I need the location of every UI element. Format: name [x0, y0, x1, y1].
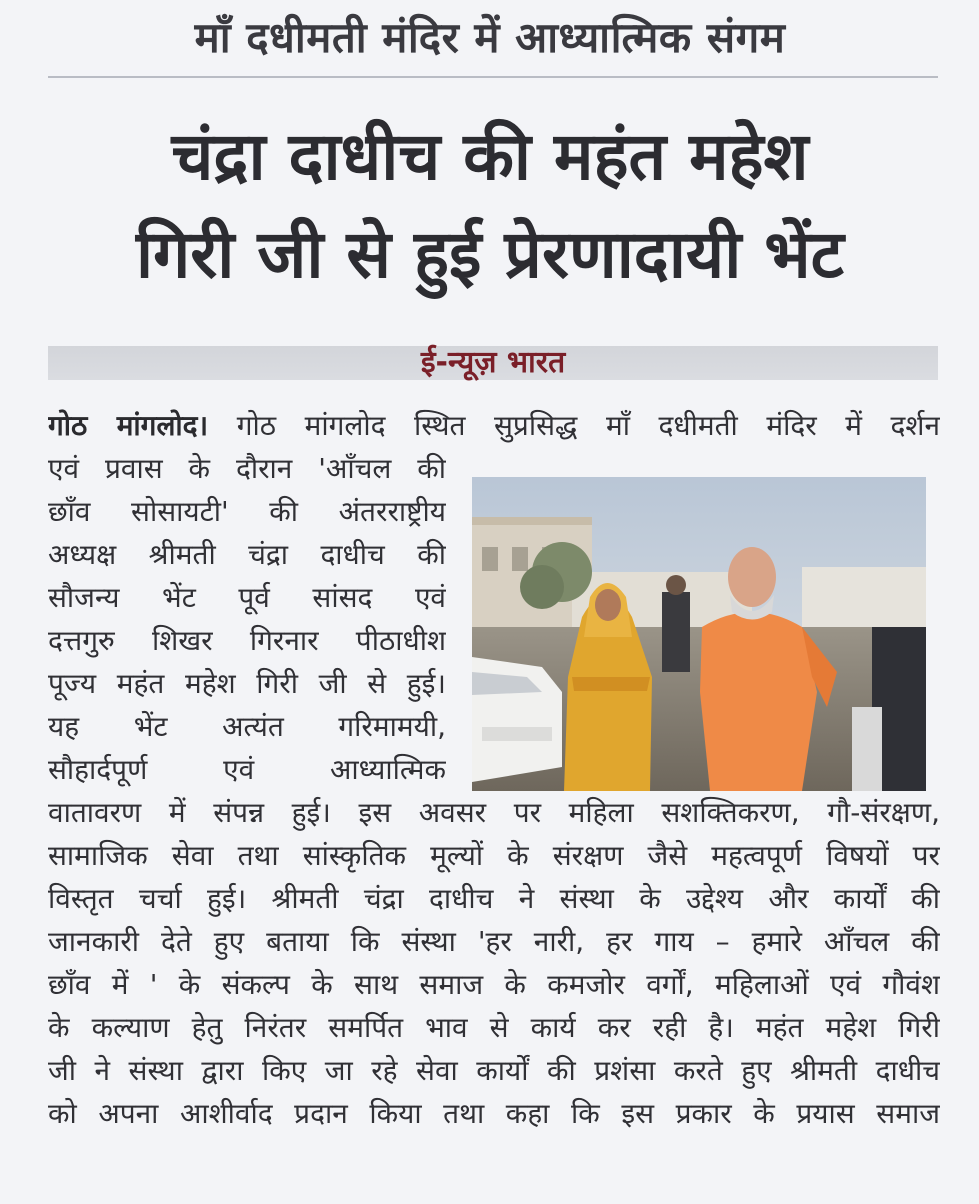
body-line-13: जानकारी देते हुए बताया कि संस्था 'हर नारी, हर गाय – हमारे आँचल की	[48, 925, 940, 958]
body-line-9: सौहार्दपूर्ण एवं आध्यात्मिक	[48, 753, 446, 786]
body-line-7: पूज्य महंत महेश गिरी जी से हुई।	[48, 667, 446, 700]
headline-line-2: गिरी जी से हुई प्रेरणादायी भेंट	[136, 216, 844, 293]
body-line-2: एवं प्रवास के दौरान 'आँचल की	[48, 452, 446, 485]
body-line-11: सामाजिक सेवा तथा सांस्कृतिक मूल्यों के संरक्षण जैसे महत्वपूर्ण विषयों पर	[48, 839, 940, 872]
body-line-14: छाँव में ' के संकल्प के साथ समाज के कमजोर वर्गों, महिलाओं एवं गौवंश	[48, 968, 940, 1001]
headline-line-1: चंद्रा दाधीच की महंत महेश	[171, 118, 809, 195]
body-line-10: वातावरण में संपन्न हुई। इस अवसर पर महिला सशक्तिकरण, गौ-संरक्षण,	[48, 796, 940, 829]
body-line-6: दत्तगुरु शिखर गिरनार पीठाधीश	[48, 624, 446, 657]
body-line-16: जी ने संस्था द्वारा किए जा रहे सेवा कार्यों की प्रशंसा करते हुए श्रीमती दाधीच	[48, 1054, 940, 1087]
body-line-17: को अपना आशीर्वाद प्रदान किया तथा कहा कि इस प्रकार के प्रयास समाज	[48, 1097, 940, 1130]
body-line-12: विस्तृत चर्चा हुई। श्रीमती चंद्रा दाधीच ने संस्था के उद्देश्य और कार्यों की	[48, 882, 940, 915]
headline	[20, 108, 960, 304]
source-label: ई-न्यूज़ भारत	[420, 345, 566, 380]
kicker-divider	[48, 76, 938, 78]
body-line-4: अध्यक्ष श्रीमती चंद्रा दाधीच की	[48, 538, 446, 571]
body-line-1	[48, 406, 940, 446]
man-figure	[700, 612, 817, 791]
body-line-15: के कल्याण हेतु निरंतर समर्पित भाव से कार्य कर रही है। महंत महेश गिरी	[48, 1011, 940, 1044]
body-line-3: छाँव सोसायटी' की अंतरराष्ट्रीय	[48, 495, 446, 528]
body-line-8: यह भेंट अत्यंत गरिमामयी,	[48, 710, 446, 743]
dateline: गोठ मांगलोद।	[48, 409, 209, 442]
kicker-heading: माँ दधीमती मंदिर में आध्यात्मिक संगम	[194, 13, 786, 62]
news-photo-illustration	[472, 477, 926, 791]
building-right	[802, 567, 926, 637]
news-photo	[472, 477, 926, 791]
body-line-5: सौजन्य भेंट पूर्व सांसद एवं	[48, 581, 446, 614]
body-line-1-text: गोठ मांगलोद स्थित सुप्रसिद्ध माँ दधीमती मंदिर में दर्शन	[208, 409, 940, 442]
